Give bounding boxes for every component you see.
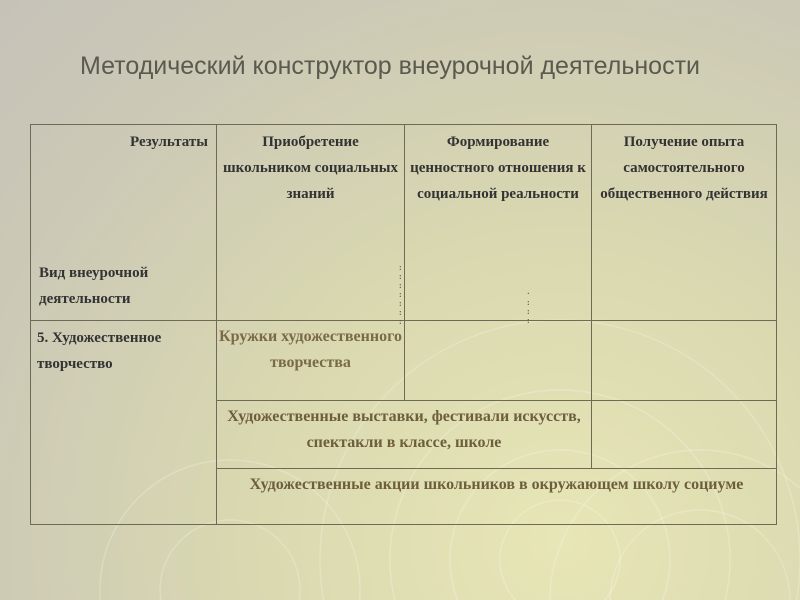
row-label: 5. Художественное творчество <box>37 330 162 372</box>
header-level-1-text: Приобретение школьником социальных знаний <box>223 134 398 202</box>
row-label-cell <box>31 321 217 525</box>
dot-marks: : : : : : : : <box>399 263 402 326</box>
activity-table <box>30 124 777 525</box>
level-1-cell <box>217 321 405 401</box>
level-2-text: Художественные выставки, фестивали искусств, спектакли в классе, школе <box>227 408 581 451</box>
header-level-1 <box>217 125 405 326</box>
header-level-3 <box>592 125 777 321</box>
results-label: Результаты <box>130 134 208 150</box>
corner-header-cell <box>31 125 217 321</box>
header-level-2 <box>405 125 592 325</box>
level-1-text: Кружки художественного творчества <box>219 328 402 371</box>
slide-title: Методический конструктор внеурочной деятельности <box>80 52 700 80</box>
dot-marks: · : : : <box>527 289 530 325</box>
level-2-cell <box>217 401 592 469</box>
header-level-3-text: Получение опыта самостоятельного общественного действия <box>600 134 768 202</box>
activity-type-label: Вид внеурочной деятельности <box>39 265 149 307</box>
empty-cell <box>592 401 777 469</box>
level-3-text: Художественные акции школьников в окружающем школу социуме <box>249 476 744 493</box>
empty-cell <box>405 321 592 401</box>
empty-cell <box>592 321 777 401</box>
level-3-cell <box>217 469 777 525</box>
header-level-2-text: Формирование ценностного отношения к социальной реальности <box>410 134 586 202</box>
